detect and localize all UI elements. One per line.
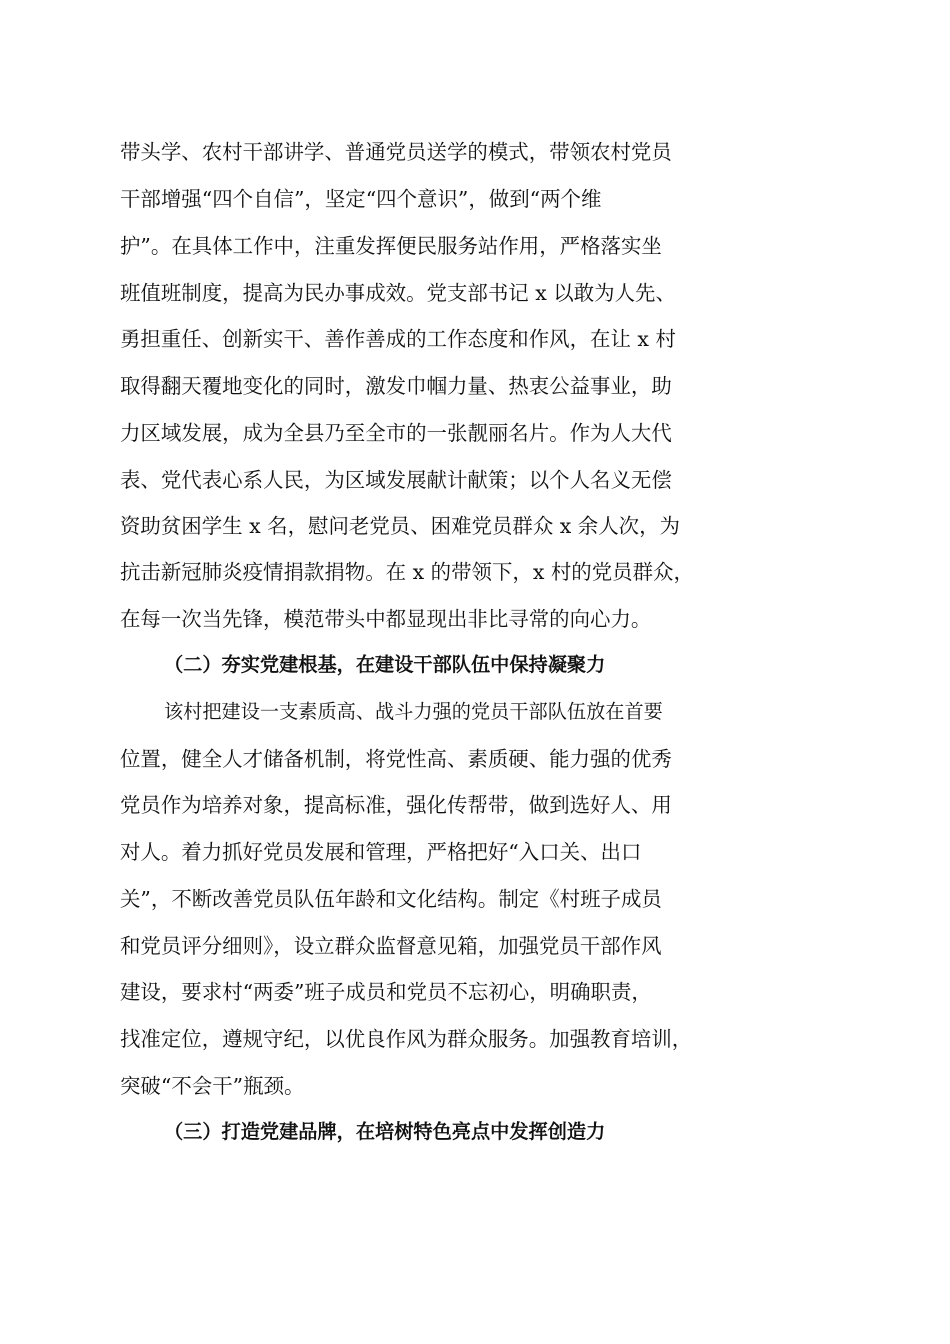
body-text-line: 带头学、农村干部讲学、普通党员送学的模式，带领农村党员 (120, 140, 672, 164)
body-text-line: 抗击新冠肺炎疫情捐款捐物。在 x 的带领下，x 村的党员群众， (120, 560, 694, 584)
body-text-line: 找准定位，遵规守纪，以优良作风为群众服务。加强教育培训， (120, 1027, 693, 1051)
body-text-line: 护”。在具体工作中，注重发挥便民服务站作用，严格落实坐 (120, 234, 662, 258)
paragraph-first-line: 该村把建设一支素质高、战斗力强的党员干部队伍放在首要 (164, 700, 663, 723)
body-text-line: 力区域发展，成为全县乃至全市的一张靓丽名片。作为人大代 (120, 421, 672, 445)
body-text-line: 对人。着力抓好党员发展和管理，严格把好“入口关、出口 (120, 840, 642, 864)
body-text-line: 建设，要求村“两委”班子成员和党员不忘初心，明确职责， (120, 980, 652, 1004)
body-text-line: 干部增强“四个自信”，坚定“四个意识”，做到“两个维 (120, 187, 602, 211)
section-heading: （三）打造党建品牌，在培树特色亮点中发挥创造力 (164, 1120, 606, 1143)
body-text-line: 表、党代表心系人民，为区域发展献计献策；以个人名义无偿 (120, 468, 672, 492)
body-text-line: 勇担重任、创新实干、善作善成的工作态度和作风，在让 x 村 (120, 327, 676, 351)
body-text-line: 在每一次当先锋，模范带头中都显现出非比寻常的向心力。 (120, 607, 652, 631)
body-text-line: 位置，健全人才储备机制，将党性高、素质硬、能力强的优秀 (120, 747, 672, 771)
body-text-line: 取得翻天覆地变化的同时，激发巾帼力量、热衷公益事业，助 (120, 374, 672, 398)
body-text-line: 资助贫困学生 x 名，慰问老党员、困难党员群众 x 余人次，为 (120, 514, 680, 538)
body-text-line: 和党员评分细则》，设立群众监督意见箱，加强党员干部作风 (120, 934, 662, 958)
body-text-line: 关”，不断改善党员队伍年龄和文化结构。制定《村班子成员 (120, 887, 662, 911)
body-text-line: 班值班制度，提高为民办事成效。党支部书记 x 以敢为人先、 (120, 281, 676, 305)
body-text-line: 党员作为培养对象，提高标准，强化传帮带，做到选好人、用 (120, 793, 672, 817)
section-heading: （二）夯实党建根基，在建设干部队伍中保持凝聚力 (164, 653, 606, 676)
body-text-line: 突破“不会干”瓶颈。 (120, 1074, 305, 1098)
